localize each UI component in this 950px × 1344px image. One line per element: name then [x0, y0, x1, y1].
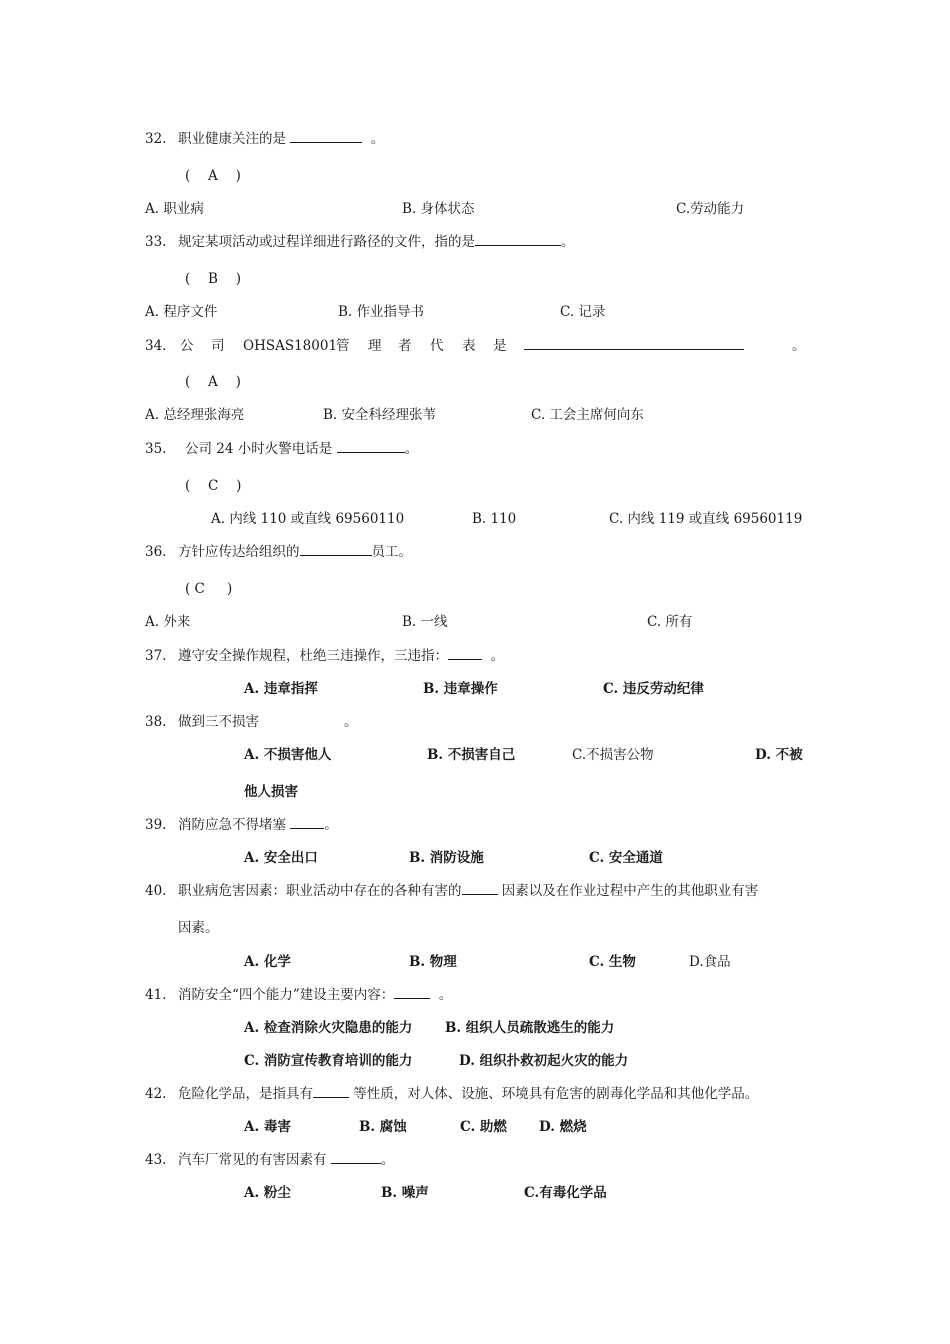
q38-number: 38.	[145, 714, 167, 730]
q40-stem: 职业病危害因素：职业活动中存在的各种有害的 因素以及在作业过程中产生的其他职业有害	[178, 883, 759, 899]
q36-stem: 方针应传达给组织的 员工。	[178, 544, 412, 560]
q35-answer: ( C )	[185, 478, 242, 494]
q41-blank	[394, 986, 430, 999]
q35-blank	[337, 440, 405, 453]
q38-stem: 做到三不损害	[178, 714, 259, 730]
q41-option-a: A. 检查消除火灾隐患的能力	[244, 1020, 413, 1036]
q43-option-b: B. 噪声	[381, 1185, 429, 1201]
q35-option-a: A. 内线 110 或直线 69560110	[211, 511, 405, 527]
q41-option-b: B. 组织人员疏散逃生的能力	[445, 1020, 615, 1036]
q32-option-a: A. 职业病	[145, 201, 204, 217]
q42-option-b: B. 腐蚀	[359, 1119, 407, 1135]
q36-answer: ( C )	[185, 581, 233, 597]
q40-number: 40.	[145, 883, 167, 899]
q32-option-b: B. 身体状态	[402, 201, 475, 217]
q33-answer: ( B )	[185, 271, 242, 287]
q42-blank	[313, 1085, 349, 1098]
q42-option-d: D. 燃烧	[539, 1119, 587, 1135]
q40-option-b: B. 物理	[409, 954, 457, 970]
q35-option-c: C. 内线 119 或直线 69560119	[609, 511, 803, 527]
q34-word-3: OHSAS18001	[243, 338, 338, 354]
q37-option-b: B. 违章操作	[423, 681, 498, 697]
q39-stem: 消防应急不得堵塞 。	[178, 817, 338, 833]
q41-option-d: D. 组织扑救初起火灾的能力	[459, 1053, 629, 1069]
q33-option-c: C. 记录	[560, 304, 606, 320]
q33-option-a: A. 程序文件	[145, 304, 218, 320]
q37-option-a: A. 违章指挥	[244, 681, 318, 697]
q35-stem: 公司 24 小时火警电话是 。	[185, 441, 419, 457]
q41-stem: 消防安全“四个能力”建设主要内容： 。	[178, 987, 453, 1003]
q36-option-b: B. 一线	[402, 614, 448, 630]
q34-number: 34.	[145, 338, 167, 354]
q43-option-c: C.有毒化学品	[524, 1185, 607, 1201]
q34-blank	[524, 337, 744, 355]
q38-end: 。	[344, 714, 358, 730]
q43-stem: 汽车厂常见的有害因素有 。	[178, 1152, 395, 1168]
q32-option-c: C.劳动能力	[676, 201, 745, 217]
q36-option-c: C. 所有	[647, 614, 693, 630]
q37-option-c: C. 违反劳动纪律	[603, 681, 704, 697]
q32-number: 32.	[145, 131, 167, 147]
q40-option-a: A. 化学	[244, 954, 291, 970]
q40-stem-cont: 因素。	[178, 920, 219, 936]
q34-word-8: 表	[462, 338, 476, 354]
q38-option-b: B. 不损害自己	[427, 747, 516, 763]
q40-option-d: D.食品	[689, 954, 731, 970]
q34-answer: ( A )	[185, 374, 241, 390]
q34-word-9: 是	[493, 338, 507, 354]
q32-blank	[290, 130, 362, 143]
q34-word-7: 代	[430, 338, 444, 354]
q34-option-c: C. 工会主席何向东	[531, 407, 644, 423]
q40-blank	[462, 882, 498, 895]
q33-stem: 规定某项活动或过程详细进行路径的文件，指的是 。	[178, 234, 575, 250]
q33-option-b: B. 作业指导书	[338, 304, 425, 320]
q34-end: 。	[792, 338, 806, 354]
q37-number: 37.	[145, 648, 167, 664]
q43-blank	[331, 1151, 381, 1164]
q37-stem: 遵守安全操作规程，杜绝三违操作，三违指： 。	[178, 648, 505, 664]
q38-option-a: A. 不损害他人	[244, 747, 332, 763]
q41-option-c: C. 消防宣传教育培训的能力	[244, 1053, 413, 1069]
q35-option-b: B. 110	[472, 511, 517, 527]
q42-number: 42.	[145, 1086, 167, 1102]
q38-option-d: D. 不被	[755, 747, 803, 763]
q38-option-d-cont: 他人损害	[244, 784, 298, 800]
q36-number: 36.	[145, 544, 167, 560]
q41-number: 41.	[145, 987, 167, 1003]
q32-answer: ( A )	[185, 168, 241, 184]
q34-word-4: 管	[336, 338, 350, 354]
q42-option-c: C. 助燃	[460, 1119, 507, 1135]
q39-number: 39.	[145, 817, 167, 833]
q42-option-a: A. 毒害	[244, 1119, 291, 1135]
q32-stem: 职业健康关注的是 。	[178, 131, 385, 147]
q34-word-2: 司	[211, 338, 225, 354]
q34-option-b: B. 安全科经理张苇	[323, 407, 437, 423]
q40-option-c: C. 生物	[589, 954, 636, 970]
q42-stem: 危险化学品，是指具有 等性质，对人体、设施、环境具有危害的剧毒化学品和其他化学品。	[178, 1086, 759, 1102]
q34-word-1: 公	[180, 338, 194, 354]
q34-option-a: A. 总经理张海亮	[145, 407, 245, 423]
q36-option-a: A. 外来	[145, 614, 191, 630]
q33-number: 33.	[145, 234, 167, 250]
q39-blank	[290, 816, 324, 829]
q43-option-a: A. 粉尘	[244, 1185, 291, 1201]
q34-word-6: 者	[398, 338, 412, 354]
q38-option-c: C.不损害公物	[572, 747, 654, 763]
q39-option-a: A. 安全出口	[244, 850, 318, 866]
q35-number: 35.	[145, 441, 167, 457]
q34-word-5: 理	[368, 338, 382, 354]
q39-option-c: C. 安全通道	[589, 850, 663, 866]
q37-blank	[448, 647, 482, 660]
q36-blank	[300, 543, 372, 556]
q33-blank	[475, 233, 561, 246]
q43-number: 43.	[145, 1152, 167, 1168]
q39-option-b: B. 消防设施	[409, 850, 484, 866]
